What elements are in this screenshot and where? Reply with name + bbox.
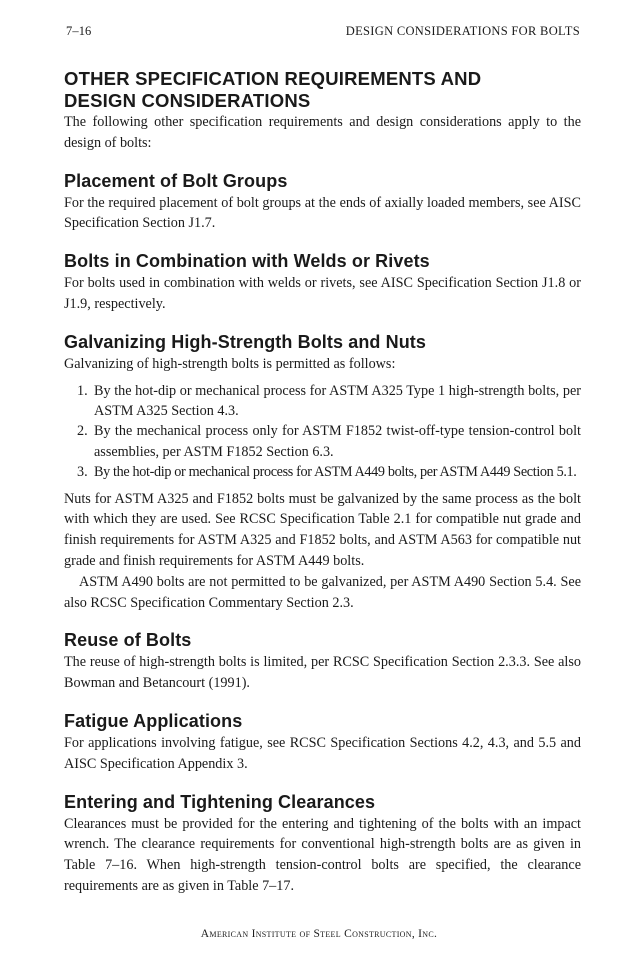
section-paragraph: The reuse of high-strength bolts is limited, per RCSC Specification Section 2.3.3. See also Bowman and Betancourt (1991).: [64, 654, 581, 692]
section-heading: Fatigue Applications: [64, 710, 243, 731]
running-section-title: DESIGN CONSIDERATIONS FOR BOLTS: [345, 24, 580, 38]
running-header: [66, 24, 580, 39]
section-paragraph: ASTM A490 bolts are not permitted to be galvanized, per ASTM A490 Section 5.4. See also RCSC Specification Commentary Section 2.3.: [64, 573, 581, 611]
list-item-number: 1.: [77, 382, 88, 399]
list-item-number: 2.: [77, 423, 88, 440]
intro-paragraph: The following other specification requirements and design considerations apply to the design of bolts:: [64, 114, 581, 151]
section-heading: Placement of Bolt Groups: [64, 170, 288, 191]
page-footer: American Institute of Steel Construction, Inc.: [200, 928, 438, 940]
section-fatigue-applications: [64, 710, 581, 775]
section-paragraph: For bolts used in combination with welds or rivets, see AISC Specification Section J1.8 or J1.9, respectively.: [64, 275, 581, 312]
section-entering-tightening-clearances: [64, 791, 581, 897]
section-paragraph: For the required placement of bolt groups at the ends of axially loaded members, see AISC Specification Section J1.7.: [64, 194, 581, 232]
section-heading: Galvanizing High-Strength Bolts and Nuts: [64, 331, 427, 352]
list-item-text: By the hot-dip or mechanical process for ASTM A449 bolts, per ASTM A449 Section 5.1.: [94, 464, 577, 481]
list-item-text: By the hot-dip or mechanical process for ASTM A325 Type 1 high-strength bolts, per ASTM A325 Section 4.3.: [94, 382, 581, 419]
list-item-text: By the mechanical process only for ASTM F1852 twist-off-type tension-control bolt assemblies, per ASTM F1852 Section 6.3.: [94, 423, 581, 460]
section-placement-of-bolt-groups: [64, 170, 581, 235]
section-paragraph: For applications involving fatigue, see RCSC Specification Sections 4.2, 4.3, and 5.5 and AISC Specification Appendix 3.: [64, 734, 581, 772]
section-paragraph: Clearances must be provided for the entering and tightening of the bolts with an impact wrench. The clearance requirements for conventional high-strength bolts are as given in Table 7–16. When high-strength tension-control bolts are specified, the clearance requirements are as given in Table 7–17.: [64, 815, 581, 894]
list-item-number: 3.: [77, 464, 88, 481]
section-bolts-in-combination: [64, 250, 581, 315]
list-item: [64, 421, 581, 462]
list-item: [64, 381, 581, 422]
section-heading: Reuse of Bolts: [64, 630, 192, 651]
section-heading: Bolts in Combination with Welds or Rivets: [64, 251, 430, 272]
section-paragraph: Galvanizing of high-strength bolts is permitted as follows:: [64, 355, 396, 372]
page-content: [64, 68, 581, 897]
section-reuse-of-bolts: [64, 629, 581, 694]
section-heading: Entering and Tightening Clearances: [64, 791, 376, 812]
section-galvanizing: [64, 331, 581, 614]
section-paragraph: Nuts for ASTM A325 and F1852 bolts must be galvanized by the same process as the bolt with which they are used. See RCSC Specification Table 2.1 for compatible nut grade and finish requirements for ASTM A325 and F1852 bolts, and ASTM A563 for compatible nut grade and finish requirements for ASTM A449 bolts.: [64, 490, 581, 569]
list-item: [64, 462, 581, 482]
main-heading: OTHER SPECIFICATION REQUIREMENTS AND DESIGN CONSIDERATIONS: [64, 68, 482, 111]
galvanizing-list: [64, 381, 581, 483]
page-number: 7–16: [66, 24, 92, 38]
